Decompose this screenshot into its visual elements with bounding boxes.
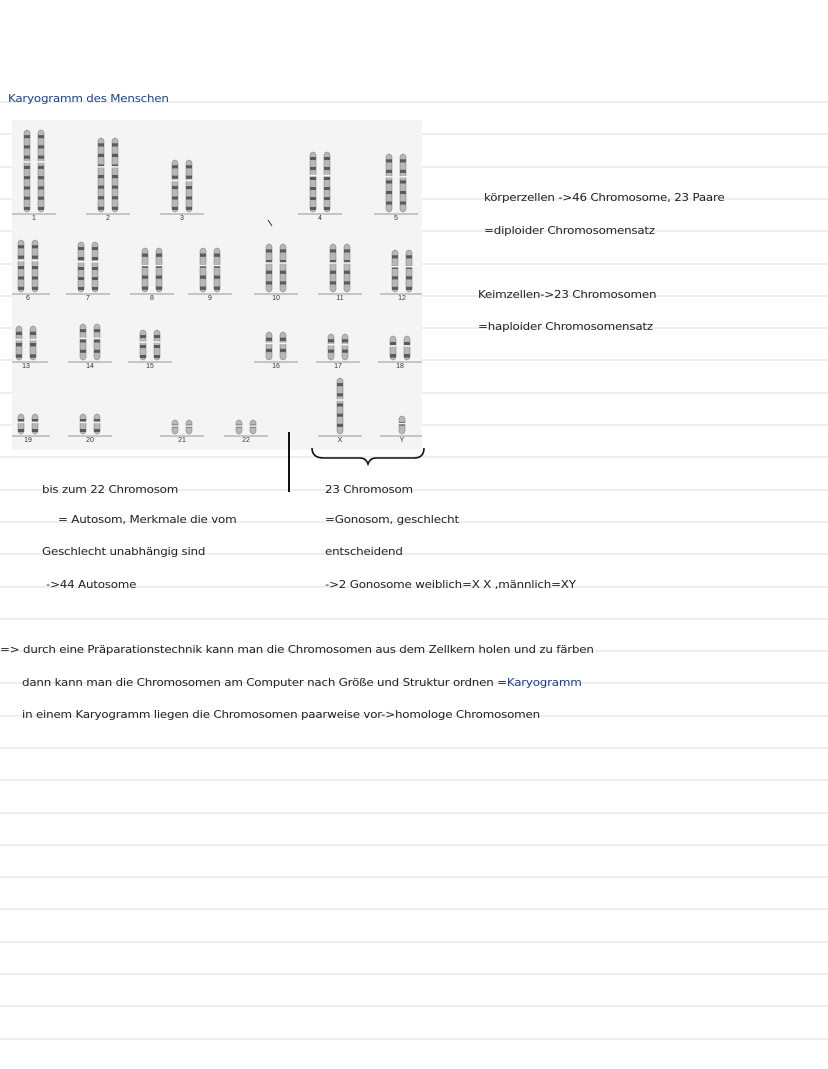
chromosome: [186, 420, 193, 434]
chromosome: [32, 240, 39, 292]
chromosome-number-label: 4: [318, 215, 322, 222]
chromosome-number-label: 7: [86, 295, 90, 302]
chromosome: [200, 248, 207, 292]
chromosome-number-label: 9: [208, 295, 212, 302]
chromosome: [172, 420, 179, 434]
chromosome: [80, 414, 87, 434]
karyogram-image: [12, 120, 422, 450]
chromosome: [310, 152, 317, 212]
chromosome: [324, 152, 331, 212]
chromosome-number-label: 14: [86, 363, 94, 370]
note-autosome-definition: = Autosom, Merkmale die vom: [58, 513, 237, 526]
chromosome: [236, 420, 243, 434]
chromosome-number-label: 2: [106, 215, 110, 222]
chromosome: [337, 378, 344, 434]
chromosome-number-label: 8: [150, 295, 154, 302]
chromosome: [94, 414, 101, 434]
chromosome: [142, 248, 149, 292]
chromosome: [156, 248, 163, 292]
chromosome: [400, 154, 407, 212]
chromosome: [344, 244, 351, 292]
chromosome: [392, 250, 399, 292]
chromosome-number-label: X: [337, 437, 343, 444]
chromosome: [342, 334, 349, 360]
chromosome-number-label: 21: [178, 437, 186, 444]
chromosome-number-label: 12: [398, 295, 406, 302]
note-autosome-sex-independent: Geschlecht unabhängig sind: [42, 545, 206, 558]
summary-computer-order: [22, 676, 582, 689]
note-autosome-heading: bis zum 22 Chromosom: [42, 483, 179, 496]
chromosome-number-label: 13: [22, 363, 30, 370]
chromosome-number-label: 3: [180, 215, 184, 222]
pointer-mark: [268, 220, 272, 226]
chromosome: [406, 250, 413, 292]
chromosome: [78, 242, 85, 292]
note-germ-cells: Keimzellen->23 Chromosomen: [478, 288, 657, 301]
chromosome-number-label: 22: [242, 437, 250, 444]
karyogramm-term: Karyogramm: [506, 676, 582, 689]
chromosome: [24, 130, 31, 212]
chromosome: [38, 130, 45, 212]
chromosome: [250, 420, 257, 434]
chromosome: [32, 414, 39, 434]
note-gonosome-heading: 23 Chromosom: [325, 483, 413, 496]
chromosome: [98, 138, 105, 212]
chromosome: [280, 244, 287, 292]
chromosome: [214, 248, 221, 292]
chromosome-number-label: 11: [336, 295, 344, 302]
chromosome: [18, 240, 25, 292]
chromosome-number-label: 17: [334, 363, 342, 370]
chromosome: [186, 160, 193, 212]
chromosome: [328, 334, 335, 360]
chromosome-number-label: 15: [146, 363, 154, 370]
summary-computer-order-text: dann kann man die Chromosomen am Computer nach Größe und Struktur ordnen =: [22, 676, 507, 689]
chromosome: [112, 138, 119, 212]
section-divider: [288, 432, 290, 492]
note-gonosome-count: ->2 Gonosome weiblich=X X ,männlich=XY: [325, 578, 576, 591]
chromosome: [266, 244, 273, 292]
karyogram-chromosomes: [12, 120, 422, 450]
chromosome-number-label: 20: [86, 437, 94, 444]
summary-homologous: in einem Karyogramm liegen die Chromosomen paarweise vor->homologe Chromosomen: [22, 708, 540, 721]
chromosome: [30, 326, 37, 360]
chromosome: [16, 326, 23, 360]
chromosome: [18, 414, 25, 434]
chromosome: [80, 324, 87, 360]
note-body-cells: körperzellen ->46 Chromosome, 23 Paare: [484, 191, 725, 204]
chromosome: [390, 336, 397, 360]
chromosome: [404, 336, 411, 360]
note-gonosome-decisive: entscheidend: [325, 545, 403, 558]
chromosome-number-label: 16: [272, 363, 280, 370]
chromosome: [399, 416, 406, 434]
gonosome-brace: [310, 444, 430, 466]
chromosome: [92, 242, 99, 292]
chromosome-number-label: 10: [272, 295, 280, 302]
summary-preparation: => durch eine Präparationstechnik kann man die Chromosomen aus dem Zellkern holen und zu färben: [0, 643, 594, 656]
chromosome: [94, 324, 101, 360]
note-autosome-count: ->44 Autosome: [46, 578, 137, 591]
chromosome-number-label: 5: [394, 215, 398, 222]
chromosome: [280, 332, 287, 360]
note-haploid: =haploider Chromosomensatz: [478, 320, 653, 333]
chromosome: [330, 244, 337, 292]
chromosome-number-label: Y: [399, 437, 405, 444]
chromosome-number-label: 1: [32, 215, 36, 222]
chromosome: [140, 330, 147, 360]
chromosome: [154, 330, 161, 360]
page-title: Karyogramm des Menschen: [8, 92, 169, 105]
note-gonosome-definition: =Gonosom, geschlecht: [325, 513, 459, 526]
chromosome: [266, 332, 273, 360]
chromosome-number-label: 18: [396, 363, 404, 370]
chromosome: [172, 160, 179, 212]
chromosome: [386, 154, 393, 212]
note-diploid: =diploider Chromosomensatz: [484, 224, 655, 237]
chromosome-number-label: 19: [24, 437, 32, 444]
chromosome-number-label: 6: [26, 295, 30, 302]
